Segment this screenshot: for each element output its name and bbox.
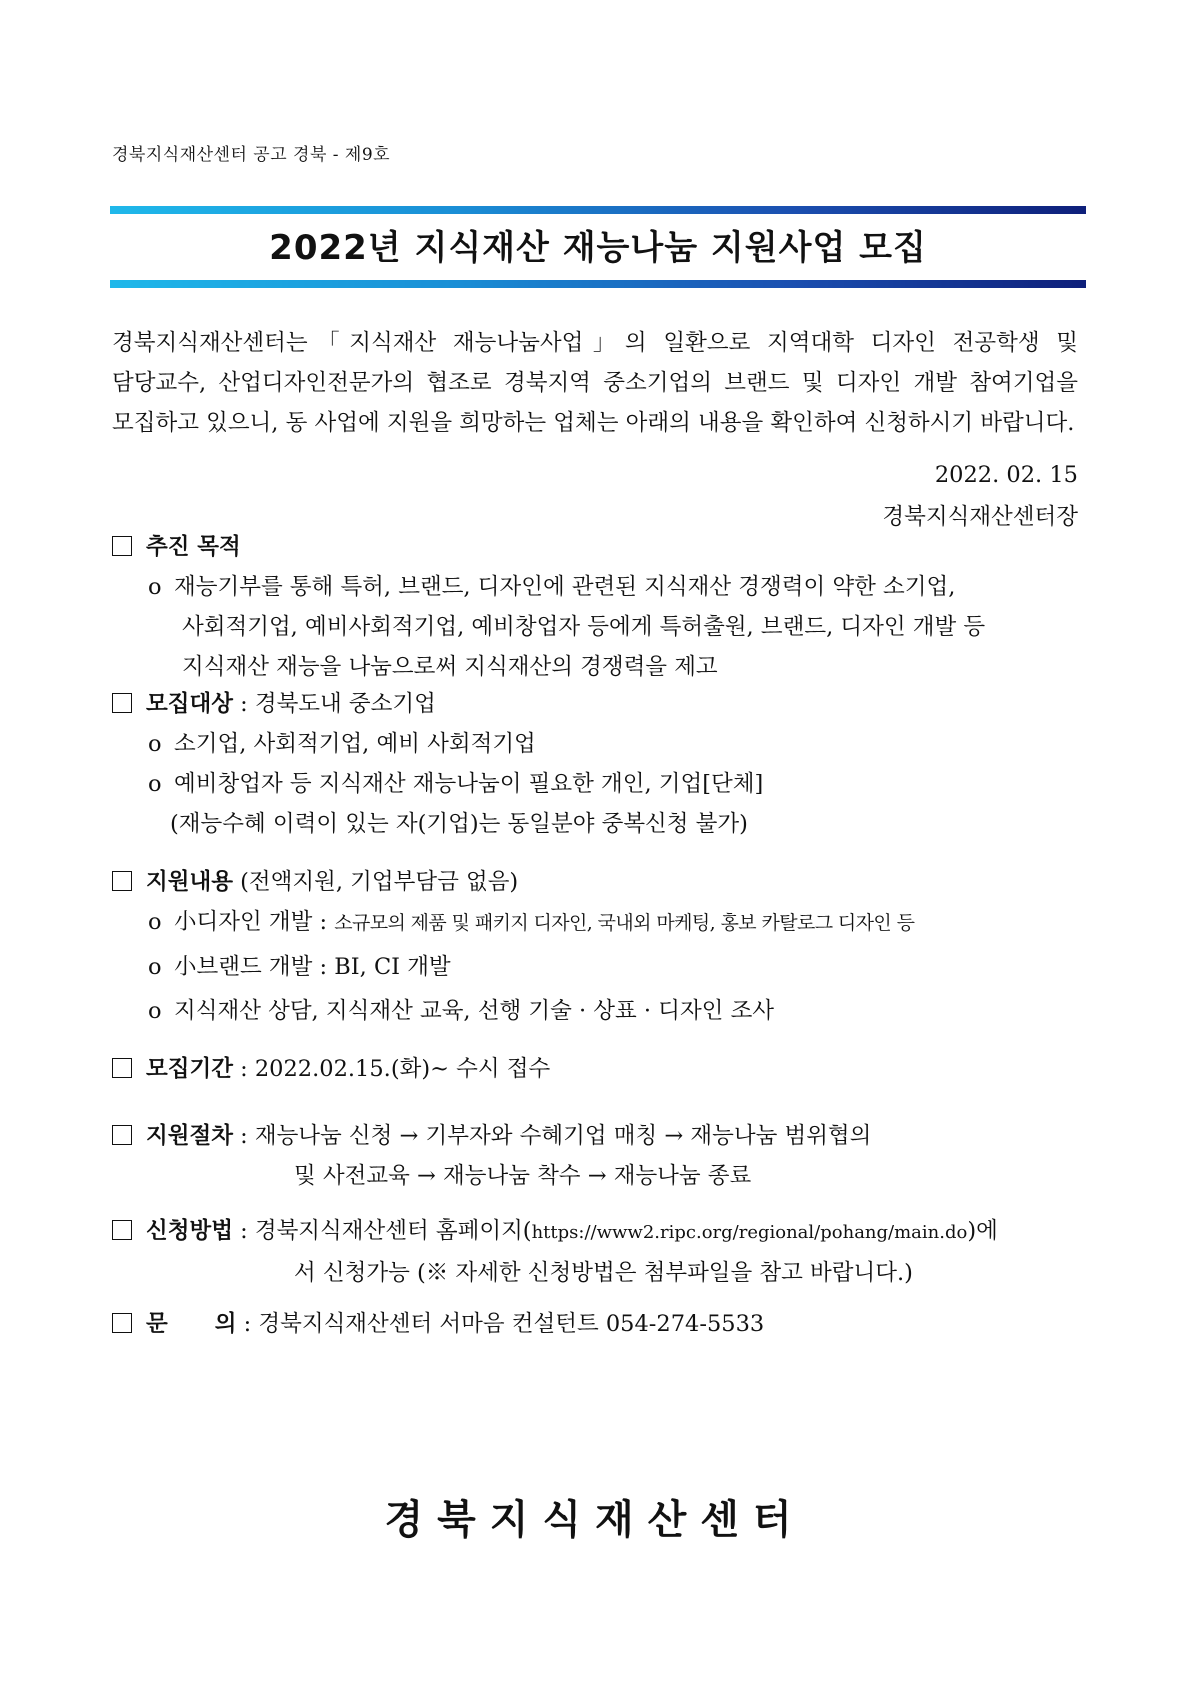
section-heading: 지원절차 <box>146 1123 233 1149</box>
announcement-sender: 경북지식재산센터장 <box>882 504 1078 530</box>
list-item: o 재능기부를 통해 특허, 브랜드, 디자인에 관련된 지식재산 경쟁력이 약한 소기업, <box>112 567 1082 607</box>
list-item: o 지식재산 상담, 지식재산 교육, 선행 기술 · 상표 · 디자인 조사 <box>112 991 1082 1031</box>
list-item: o 小디자인 개발 : 소규모의 제품 및 패키지 디자인, 국내외 마케팅, 홍보 카탈로그 디자인 등 <box>112 902 1082 943</box>
list-item-continuation: 지식재산 재능을 나눔으로써 지식재산의 경쟁력을 제고 <box>182 654 718 680</box>
section-detail: : 2022.02.15.(화)~ 수시 접수 <box>232 1056 551 1082</box>
checkbox-square-icon <box>112 1313 132 1333</box>
bullet-marker: o <box>148 574 162 600</box>
section-detail-continuation: 및 사전교육 → 재능나눔 착수 → 재능나눔 종료 <box>294 1163 752 1189</box>
section-detail: : 경북도내 중소기업 <box>232 691 436 717</box>
checkbox-square-icon <box>112 1058 132 1078</box>
checkbox-square-icon <box>112 871 132 891</box>
checkbox-square-icon <box>112 1220 132 1240</box>
checkbox-square-icon <box>112 536 132 556</box>
section-detail: : 재능나눔 신청 → 기부자와 수혜기업 매칭 → 재능나눔 범위협의 <box>232 1123 872 1149</box>
section-heading: 지원내용 <box>146 869 233 895</box>
bullet-marker: o <box>148 771 162 797</box>
intro-paragraph: 경북지식재산센터는「지식재산 재능나눔사업」의 일환으로 지역대학 디자인 전공학생 및 담당교수, 산업디자인전문가의 협조로 경북지역 중소기업의 브랜드 및 디자인 개발 참여기업을 모집하고 있으니, 동 사업에 지원을 희망하는 업체는 아래의 내용을 확인하여 신청하시기 바랍니다. <box>112 330 1078 436</box>
list-item: o 예비창업자 등 지식재산 재능나눔이 필요한 개인, 기업[단체] <box>112 764 1082 804</box>
section-heading: 모집기간 <box>146 1056 233 1082</box>
section-detail-continuation: 서 신청가능 (※ 자세한 신청방법은 첨부파일을 참고 바랍니다.) <box>294 1260 913 1286</box>
notice-number: 경북지식재산센터 공고 경북 - 제9호 <box>112 145 391 165</box>
list-item: o 小브랜드 개발 : BI, CI 개발 <box>112 947 1082 987</box>
section-detail: : 경북지식재산센터 서마음 컨설턴트 054-274-5533 <box>236 1311 765 1337</box>
section-procedure <box>112 1116 1082 1196</box>
section-heading: 모집대상 <box>146 691 233 717</box>
title-bottom-bar <box>110 280 1086 288</box>
bullet-marker: o <box>148 731 162 757</box>
section-purpose <box>112 527 1082 687</box>
bullet-marker: o <box>148 954 162 980</box>
section-heading: 추진 목적 <box>146 534 241 560</box>
announcement-date: 2022. 02. 15 <box>934 462 1078 488</box>
homepage-link[interactable]: https://www2.ripc.org/regional/pohang/main.do <box>531 1222 968 1243</box>
list-item-continuation: 사회적기업, 예비사회적기업, 예비창업자 등에게 특허출원, 브랜드, 디자인 개발 등 <box>182 614 986 640</box>
title-top-bar <box>110 206 1086 214</box>
list-item-note: (재능수혜 이력이 있는 자(기업)는 동일분야 중복신청 불가) <box>170 811 748 837</box>
checkbox-square-icon <box>112 693 132 713</box>
bullet-marker: o <box>148 909 162 935</box>
section-target <box>112 684 1082 844</box>
section-heading: 문 의 <box>146 1311 237 1337</box>
section-period <box>112 1049 1082 1089</box>
bullet-marker: o <box>148 998 162 1024</box>
list-item: o 소기업, 사회적기업, 예비 사회적기업 <box>112 724 1082 764</box>
section-contact <box>112 1304 1082 1344</box>
page-title: 2022년 지식재산 재능나눔 지원사업 모집 <box>269 228 927 268</box>
footer-organization: 경북지식재산센터 <box>384 1496 806 1543</box>
section-detail: (전액지원, 기업부담금 없음) <box>232 869 519 895</box>
checkbox-square-icon <box>112 1125 132 1145</box>
section-heading: 신청방법 <box>146 1218 233 1244</box>
section-support <box>112 862 1082 1031</box>
section-apply: 신청방법 : 경북지식재산센터 홈페이지(https://www2.ripc.org/regional/pohang/main.do)에 서 신청가능 (※ 자세한 신청방법은 첨부파일을 참고 바랍니다.) <box>112 1211 1082 1293</box>
